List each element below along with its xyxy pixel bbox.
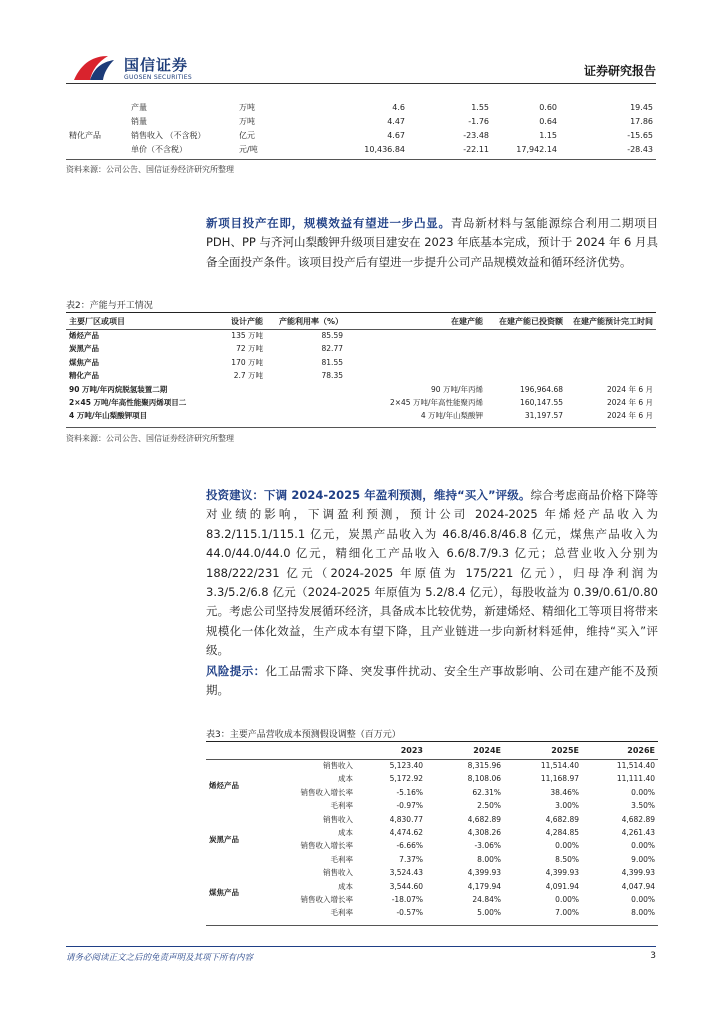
table2-header-cell: 在建产能预计完工时间 <box>573 317 653 326</box>
paragraph-investment-highlight: 投资建议：下调 2024-2025 年盈利预测，维持“买入”评级。 <box>206 488 531 502</box>
table1-value: 17.86 <box>630 117 653 126</box>
table1-item: 产量 <box>131 103 147 112</box>
table-row <box>66 409 656 422</box>
table3-header-line <box>206 759 658 760</box>
table1-value: -22.11 <box>463 145 489 154</box>
table3-value: 8,315.96 <box>467 761 501 770</box>
table3-header-row <box>206 743 658 759</box>
table3-row-label: 销售收入 <box>323 761 353 770</box>
table1-value: 4.67 <box>387 131 405 140</box>
table-row <box>66 101 656 115</box>
paragraph-new-projects <box>206 214 658 272</box>
table3-value: -0.57% <box>396 908 423 918</box>
table2-top-line <box>66 312 656 313</box>
table1-value: 10,436.84 <box>364 145 405 154</box>
table3-row-label: 成本 <box>338 828 353 838</box>
table3-value: 4,091.94 <box>545 881 579 891</box>
table2-project-name: 烯烃产品 <box>69 331 99 340</box>
table3-value: -18.07% <box>391 895 423 905</box>
table1-group-label <box>66 115 128 129</box>
table2-header-cell: 在建产能已投资额 <box>499 317 563 326</box>
table-row <box>66 143 656 157</box>
table-row <box>66 129 656 143</box>
table1-source: 资料来源：公司公告、国信证券经济研究所整理 <box>66 165 234 174</box>
table3-value: 7.00% <box>555 908 579 918</box>
table1-item: 单价（不含税） <box>131 145 187 154</box>
table2-value: 2024 年 6 月 <box>606 384 653 394</box>
table3-value: -3.06% <box>474 841 501 851</box>
table3-value: 4,399.93 <box>545 868 579 878</box>
table1-group-label: 精化产品 <box>69 131 101 140</box>
table3-value: 4,682.89 <box>467 814 501 824</box>
table1-value: -15.65 <box>627 131 653 140</box>
table3-value: 0.00% <box>555 895 579 905</box>
table1-item: 销售收入 （不含税） <box>131 131 206 140</box>
table2-value <box>486 369 566 382</box>
table3-value: 8,108.06 <box>467 774 501 784</box>
table2-value <box>346 369 486 382</box>
table3-value: 4,179.94 <box>467 881 501 891</box>
table3-value: 5,123.40 <box>389 761 423 770</box>
table3-row-label: 成本 <box>338 881 353 891</box>
table3-row-label: 毛利率 <box>330 908 353 918</box>
brand-name: 国信证券 <box>124 56 189 74</box>
table2-value: 196,964.68 <box>520 384 563 394</box>
table3-value: 4,308.26 <box>467 828 501 838</box>
table1-unit: 元/吨 <box>239 145 258 154</box>
table3-year-header: 2025E <box>551 746 579 755</box>
table1-item: 销量 <box>131 117 147 126</box>
table2-value: 2024 年 6 月 <box>606 398 653 408</box>
paragraph-risk-highlight: 风险提示： <box>206 664 266 678</box>
table3-row-label: 销售收入增长率 <box>300 841 353 851</box>
table-row <box>66 383 656 396</box>
table3-forecast <box>206 743 658 920</box>
table-row <box>206 866 658 879</box>
table3-value: 8.00% <box>477 854 501 864</box>
table2-header-cell: 设计产能 <box>231 317 263 326</box>
table3-value: 4,474.62 <box>389 828 423 838</box>
table3-value: -6.66% <box>396 841 423 851</box>
table3-value: 8.00% <box>631 908 655 918</box>
table3-header-blank <box>206 743 276 759</box>
table2-value: 170 万吨 <box>231 357 263 367</box>
guosen-logo-icon <box>72 54 116 84</box>
table-row <box>66 356 656 369</box>
table3-value: 4,399.93 <box>621 868 655 878</box>
table2-value <box>566 369 656 382</box>
table2-project-name: 精化产品 <box>69 371 99 381</box>
table3-value: 5.00% <box>477 908 501 918</box>
table2-value <box>266 383 346 396</box>
table2-source: 资料来源：公司公告、国信证券经济研究所整理 <box>66 434 234 443</box>
table1-value: 4.6 <box>392 103 405 112</box>
table2-project-name: 90 万吨/年丙烷脱氢装置二期 <box>69 384 168 394</box>
table3-caption: 表3：主要产品营收成本预测假设调整（百万元） <box>206 730 401 740</box>
table3-row-label: 销售收入 <box>323 868 353 878</box>
paragraph-investment <box>206 486 658 661</box>
table3-value: 0.00% <box>631 895 655 905</box>
table1-value: 1.55 <box>471 103 489 112</box>
table2-value: 90 万吨/年丙烯 <box>431 384 483 394</box>
table1-unit: 万吨 <box>239 117 255 126</box>
table3-value: 4,284.85 <box>545 828 579 838</box>
table-row <box>66 342 656 355</box>
table2-value: 160,147.55 <box>520 398 563 408</box>
table1-value: 0.64 <box>539 117 557 126</box>
table2-project-name: 炭黑产品 <box>69 344 99 354</box>
table3-row-label: 毛利率 <box>330 801 353 811</box>
table3-value: 3.00% <box>555 801 579 811</box>
table3-value: 4,399.93 <box>467 868 501 878</box>
table2-value: 72 万吨 <box>236 344 263 354</box>
paragraph-new-projects-highlight: 新项目投产在即，规模效益有望进一步凸显。 <box>206 216 451 230</box>
table3-value: 0.00% <box>631 841 655 851</box>
table3-value: 11,514.40 <box>540 761 579 770</box>
table1-group-label <box>66 101 128 115</box>
table3-row-label: 销售收入增长率 <box>300 895 353 905</box>
table2-value: 2.7 万吨 <box>233 371 263 381</box>
table3-row-label: 销售收入 <box>323 814 353 824</box>
table2-value: 4 万吨/年山梨酸钾 <box>420 411 483 421</box>
table3-value: 4,047.94 <box>621 881 655 891</box>
table1-value: -23.48 <box>463 131 489 140</box>
table2-header-cell: 产能利用率（%） <box>278 317 343 326</box>
table3-year-header: 2023 <box>400 746 423 755</box>
table2-value <box>266 409 346 422</box>
table3-group-label: 炭黑产品 <box>209 834 239 844</box>
table3-top-line <box>206 741 658 742</box>
footer-disclaimer: 请务必阅读正文之后的免责声明及其项下所有内容 <box>66 953 254 963</box>
table1-value: 4.47 <box>387 117 405 126</box>
table2-value <box>346 342 486 355</box>
table2-bottom-line <box>66 427 656 428</box>
table3-value: 4,682.89 <box>621 814 655 824</box>
table2-header-line <box>66 329 656 330</box>
table3-value: 3,524.43 <box>389 868 423 878</box>
table1-value: 17,942.14 <box>516 145 557 154</box>
table2-caption: 表2：产能与开工情况 <box>66 301 153 311</box>
table3-value: 38.46% <box>550 787 579 797</box>
table2-value: 31,197.57 <box>524 411 563 421</box>
table2-project-name: 煤焦产品 <box>69 357 99 367</box>
table-row <box>66 329 656 342</box>
table1-bottom-line <box>66 159 656 160</box>
table3-value: 0.00% <box>555 841 579 851</box>
table3-row-label: 销售收入增长率 <box>300 787 353 797</box>
header-divider <box>66 83 656 84</box>
table1-value: 19.45 <box>630 103 653 112</box>
table3-value: -5.16% <box>396 787 423 797</box>
table2-value <box>566 356 656 369</box>
footer-divider <box>66 946 656 947</box>
table1-unit: 万吨 <box>239 103 255 112</box>
table2-header-cell: 主要厂区或项目 <box>69 317 125 326</box>
paragraph-new-projects-text: 青岛新材料与氢能源综合利用二期项目PDH、PP 与齐河山梨酸钾升级项目建安在 2023 年底基本完成，预计于 2024 年 6 月具备全面投产条件。该项目投产后有望进一步提升公司产品规模效益和循环经济优势。 <box>206 216 659 269</box>
table2-value: 85.59 <box>321 331 343 340</box>
table-row <box>66 369 656 382</box>
table2-value <box>346 356 486 369</box>
table2-value <box>486 329 566 342</box>
table3-value: 8.50% <box>555 854 579 864</box>
table2-header-cell: 在建产能 <box>451 317 483 326</box>
table2-value <box>266 396 346 409</box>
table3-row-label: 成本 <box>338 774 353 784</box>
table2-value <box>346 329 486 342</box>
table1-group-label <box>66 143 128 157</box>
paragraph-investment-text: 综合考虑商品价格下降等对业绩的影响，下调盈利预测，预计公司 2024-2025 年烯烃产品收入为 83.2/115.1/115.1 亿元，炭黑产品收入为 46.8/46.8/46.8 亿元，煤焦产品收入为 44.0/44.0/44.0 亿元，精细化工产品收入 6.6/8.7/9.3 亿元；总营业收入分别为 188/222/231 亿元（2024-2025 年原值为 175/221 亿元），归母净利润为 3.3/5.2/6.8 亿元（2024-2025 年原值为 5.2/8.4 亿元），每股收益为 0.39/0.61/0.80 元。考虑公司坚持发展循环经济，具备成本比较优势，新建烯烃、精细化工等项目将带来规模化一体化效益，生产成本有望下降，且产业链进一步向新材料延伸，维持“买入”评级。 <box>206 488 658 658</box>
table2-value: 82.77 <box>321 344 343 354</box>
table1-value: 1.15 <box>539 131 557 140</box>
table1-unit: 亿元 <box>239 131 255 140</box>
table3-year-header: 2024E <box>473 746 501 755</box>
table3-value: 11,168.97 <box>540 774 579 784</box>
table2-value <box>486 342 566 355</box>
table-row <box>66 396 656 409</box>
table3-group-label: 煤焦产品 <box>209 888 239 898</box>
brand-name-en: GUOSEN SECURITIES <box>124 74 193 81</box>
table1-continued <box>66 101 656 157</box>
table3-value: 7.37% <box>399 854 423 864</box>
table2-value: 2024 年 6 月 <box>606 411 653 421</box>
table-row <box>66 115 656 129</box>
table3-value: 4,830.77 <box>389 814 423 824</box>
table3-header-blank <box>276 743 356 759</box>
table1-value: -1.76 <box>468 117 489 126</box>
table3-value: 4,261.43 <box>621 828 655 838</box>
table2-value: 135 万吨 <box>231 331 263 340</box>
table2-value: 81.55 <box>321 357 343 367</box>
table2-value <box>226 383 266 396</box>
table-row <box>206 759 658 772</box>
table2-value <box>226 396 266 409</box>
table3-value: 2.50% <box>477 801 501 811</box>
table3-value: 24.84% <box>472 895 501 905</box>
table2-value: 78.35 <box>321 371 343 381</box>
table2-project-name: 2×45 万吨/年高性能聚丙烯项目二 <box>69 398 187 408</box>
table3-value: 62.31% <box>472 787 501 797</box>
table2-header-row <box>66 314 656 329</box>
table2-value <box>486 356 566 369</box>
table2-value <box>566 342 656 355</box>
page-number: 3 <box>650 951 656 961</box>
table2-value <box>226 409 266 422</box>
table3-value: 4,682.89 <box>545 814 579 824</box>
table3-value: 3.50% <box>631 801 655 811</box>
table2-capacity <box>66 314 656 423</box>
table1-value: 0.60 <box>539 103 557 112</box>
table3-row-label: 毛利率 <box>330 854 353 864</box>
table3-value: -0.97% <box>396 801 423 811</box>
report-type: 证券研究报告 <box>583 64 656 78</box>
table3-value: 11,111.40 <box>616 774 655 784</box>
table3-bottom-line <box>206 925 658 926</box>
table3-value: 5,172.92 <box>389 774 423 784</box>
table3-value: 0.00% <box>631 787 655 797</box>
table2-value: 2×45 万吨/年高性能聚丙烯 <box>389 398 483 408</box>
table3-value: 11,514.40 <box>616 761 655 770</box>
table2-project-name: 4 万吨/年山梨酸钾项目 <box>69 411 148 421</box>
table-row <box>206 813 658 826</box>
table3-value: 3,544.60 <box>389 881 423 891</box>
paragraph-risk <box>206 662 658 701</box>
table3-value: 9.00% <box>631 854 655 864</box>
table2-value <box>566 329 656 342</box>
table1-value: -28.43 <box>627 145 653 154</box>
paragraph-risk-text: 化工品需求下降、突发事件扰动、安全生产事故影响、公司在建产能不及预期。 <box>206 664 659 698</box>
table3-year-header: 2026E <box>627 746 655 755</box>
table3-group-label: 烯烃产品 <box>209 781 239 791</box>
